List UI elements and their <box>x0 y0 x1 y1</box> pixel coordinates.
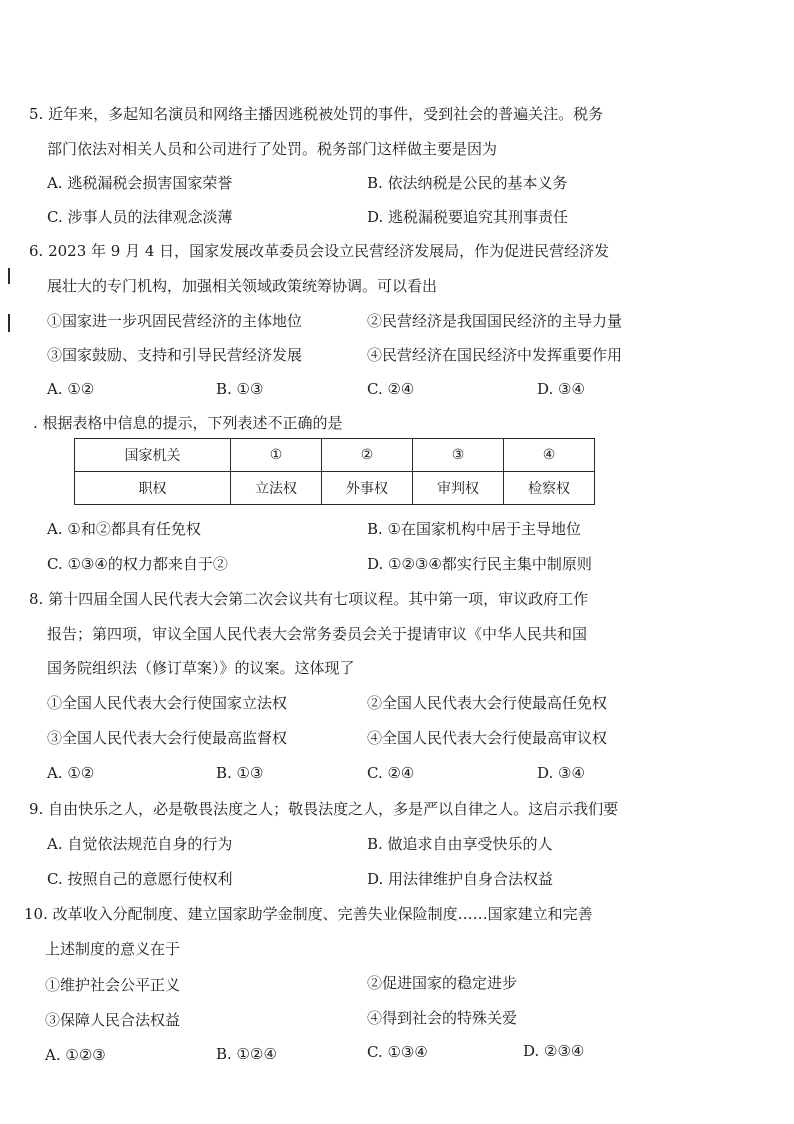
option-b: B. ①②④ <box>216 1045 277 1063</box>
question-7-stem: . 根据表格中信息的提示，下列表述不正确的是 <box>33 414 343 432</box>
option-a: A. ①② <box>47 764 95 782</box>
powers-table <box>74 438 595 505</box>
table-row <box>75 472 595 505</box>
question-10-stem: 上述制度的意义在于 <box>45 940 181 958</box>
table-cell: ① <box>231 439 322 472</box>
option-c: C. ②④ <box>367 764 415 782</box>
table-cell: 职权 <box>75 472 231 505</box>
option-b: B. ①③ <box>216 764 264 782</box>
table-row <box>75 439 595 472</box>
table-cell: 审判权 <box>413 472 504 505</box>
option-a: A. ①②③ <box>45 1046 106 1064</box>
option-c: C. 按照自己的意愿行使权利 <box>47 870 233 888</box>
table-cell: 国家机关 <box>75 439 231 472</box>
option-a: A. ①和②都具有任免权 <box>47 520 201 538</box>
statement-3: ③保障人民合法权益 <box>45 1011 181 1029</box>
table-cell: 立法权 <box>231 472 322 505</box>
statement-1: ①国家进一步巩固民营经济的主体地位 <box>47 312 303 330</box>
option-d: D. ②③④ <box>523 1042 585 1060</box>
question-6-stem: 6. 2023 年 9 月 4 日，国家发展改革委员会设立民营经济发展局，作为促进民营经济发 <box>29 242 610 260</box>
table-cell: ③ <box>413 439 504 472</box>
option-d: D. 逃税漏税要追究其刑事责任 <box>367 208 569 226</box>
statement-3: ③国家鼓励、支持和引导民营经济发展 <box>47 346 303 364</box>
statement-2: ②全国人民代表大会行使最高任免权 <box>367 694 608 712</box>
option-a: A. ①② <box>47 380 95 398</box>
option-d: D. ①②③④都实行民主集中制原则 <box>367 555 592 573</box>
statement-3: ③全国人民代表大会行使最高监督权 <box>47 729 288 747</box>
option-c: C. ②④ <box>367 380 415 398</box>
table-cell: ④ <box>504 439 595 472</box>
question-5-stem: 5. 近年来，多起知名演员和网络主播因逃税被处罚的事件，受到社会的普遍关注。税务 <box>29 105 604 123</box>
margin-mark <box>8 314 10 332</box>
option-c: C. ①③④ <box>367 1043 428 1061</box>
statement-2: ②促进国家的稳定进步 <box>367 974 518 992</box>
statement-4: ④民营经济在国民经济中发挥重要作用 <box>367 346 623 364</box>
table-cell: 外事权 <box>322 472 413 505</box>
question-9-stem: 9. 自由快乐之人，必是敬畏法度之人；敬畏法度之人，多是严以自律之人。这启示我们要 <box>29 800 619 818</box>
option-b: B. 做追求自由享受快乐的人 <box>367 835 553 853</box>
option-d: D. 用法律维护自身合法权益 <box>367 870 554 888</box>
question-8-stem: 国务院组织法（修订草案）》的议案。这体现了 <box>47 659 355 677</box>
statement-1: ①全国人民代表大会行使国家立法权 <box>47 694 288 712</box>
question-5-stem: 部门依法对相关人员和公司进行了处罚。税务部门这样做主要是因为 <box>47 140 498 158</box>
question-8-stem: 报告；第四项，审议全国人民代表大会常务委员会关于提请审议《中华人民共和国 <box>47 625 588 643</box>
table-cell: 检察权 <box>504 472 595 505</box>
table-cell: ② <box>322 439 413 472</box>
option-d: D. ③④ <box>537 380 585 398</box>
question-10-stem: 10. 改革收入分配制度、建立国家助学金制度、完善失业保险制度……国家建立和完善 <box>24 905 593 923</box>
question-8-stem: 8. 第十四届全国人民代表大会第二次会议共有七项议程。其中第一项，审议政府工作 <box>29 590 589 608</box>
option-a: A. 自觉依法规范自身的行为 <box>47 835 233 853</box>
option-b: B. 依法纳税是公民的基本义务 <box>367 174 568 192</box>
option-c: C. 涉事人员的法律观念淡薄 <box>47 208 233 226</box>
option-d: D. ③④ <box>537 764 585 782</box>
option-b: B. ①在国家机构中居于主导地位 <box>367 520 582 538</box>
statement-2: ②民营经济是我国国民经济的主导力量 <box>367 312 623 330</box>
margin-mark <box>8 268 10 284</box>
statement-1: ①维护社会公平正义 <box>45 976 181 994</box>
option-a: A. 逃税漏税会损害国家荣誉 <box>47 174 233 192</box>
option-b: B. ①③ <box>216 380 264 398</box>
statement-4: ④得到社会的特殊关爱 <box>367 1009 518 1027</box>
question-6-stem: 展壮大的专门机构，加强相关领域政策统筹协调。可以看出 <box>47 277 438 295</box>
statement-4: ④全国人民代表大会行使最高审议权 <box>367 729 608 747</box>
option-c: C. ①③④的权力都来自于② <box>47 555 228 573</box>
